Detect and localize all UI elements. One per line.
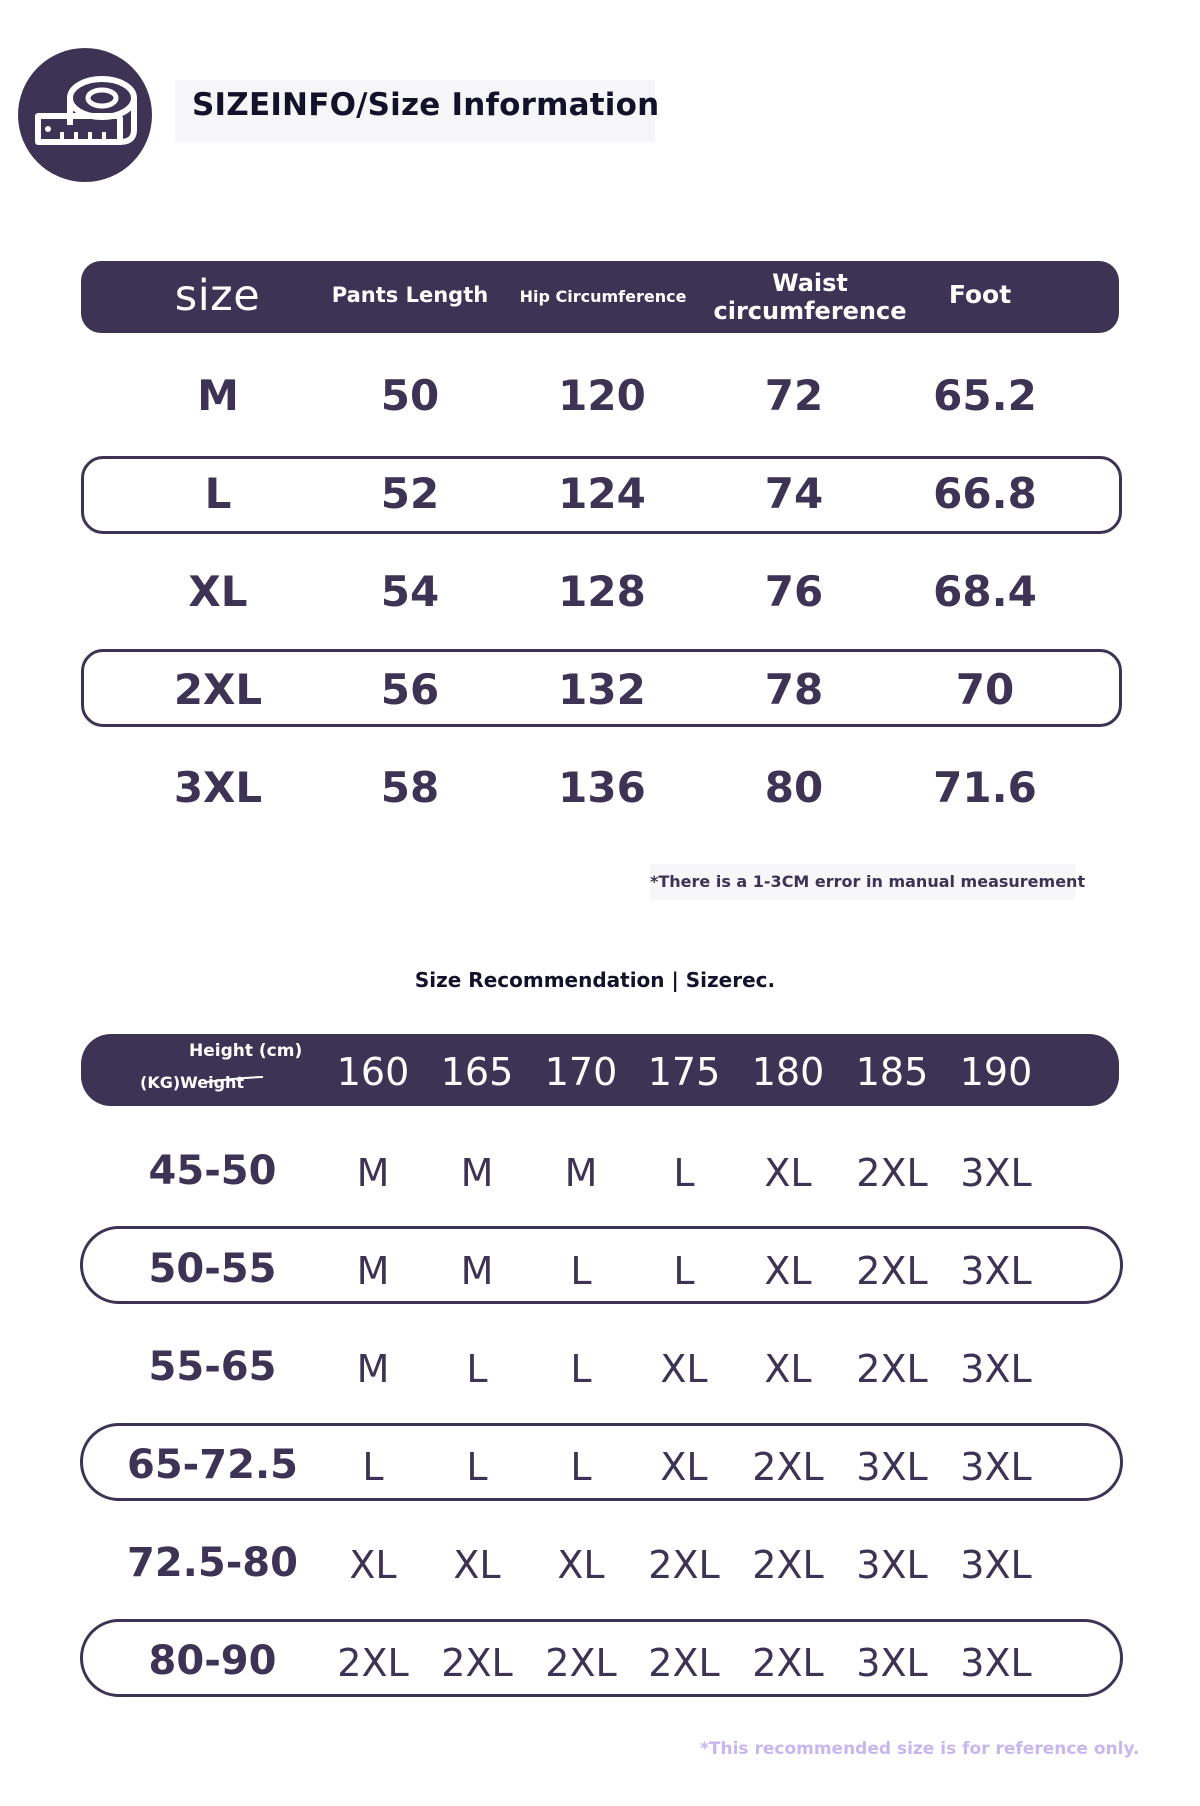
size-cell: 3XL [856,1543,928,1587]
size-cell: M [356,1347,390,1391]
cell: 78 [764,665,824,714]
size-cell: L [570,1347,592,1391]
cell: 76 [764,567,824,616]
size-cell: L [466,1445,488,1489]
size-cell: L [466,1347,488,1391]
height-col: 175 [647,1050,721,1094]
weight-cell: 55-65 [148,1344,277,1390]
size-cell: 3XL [856,1641,928,1685]
height-col: 160 [336,1050,410,1094]
cell: L [204,469,232,518]
divider-line [205,1075,265,1085]
size-cell: XL [660,1445,708,1489]
size-cell: 3XL [960,1249,1032,1293]
size-cell: L [673,1249,695,1293]
cell: 80 [764,763,824,812]
weight-cell: 45-50 [148,1148,277,1194]
header-waist: Waist circumference [713,269,907,325]
header-size: size [174,271,261,321]
header-pants-length: Pants Length [331,283,489,307]
cell: 132 [558,665,646,714]
size-cell: XL [453,1543,501,1587]
cell: 136 [558,763,646,812]
size-cell: 3XL [960,1543,1032,1587]
cell: XL [188,567,248,616]
size-cell: 3XL [960,1641,1032,1685]
cell: M [197,371,239,420]
measurement-note: *There is a 1-3CM error in manual measurement [650,864,1075,900]
size-cell: M [356,1249,390,1293]
cell: 74 [764,469,824,518]
size-cell: 2XL [648,1641,720,1685]
size-cell: 2XL [648,1543,720,1587]
size-cell: XL [764,1347,812,1391]
cell: 68.4 [933,567,1037,616]
size-cell: 3XL [960,1151,1032,1195]
size-cell: 3XL [960,1445,1032,1489]
size-cell: L [570,1445,592,1489]
size-cell: 2XL [441,1641,513,1685]
size-cell: L [570,1249,592,1293]
size-cell: 2XL [752,1445,824,1489]
cell: 65.2 [933,371,1037,420]
weight-cell: 72.5-80 [127,1540,298,1586]
weight-cell: 50-55 [148,1246,277,1292]
header-hip: Hip Circumference [519,287,687,306]
cell: 2XL [173,665,263,714]
cell: 71.6 [933,763,1037,812]
size-cell: 2XL [856,1151,928,1195]
weight-cell: 65-72.5 [127,1442,298,1488]
cell: 56 [380,665,440,714]
cell: 52 [380,469,440,518]
height-label: Height (cm) [189,1041,303,1061]
size-cell: XL [660,1347,708,1391]
size-cell: M [564,1151,598,1195]
size-cell: 3XL [960,1347,1032,1391]
size-cell: 2XL [337,1641,409,1685]
size-cell: L [673,1151,695,1195]
size-cell: M [460,1249,494,1293]
height-col: 165 [440,1050,514,1094]
size-cell: XL [557,1543,605,1587]
cell: 72 [764,371,824,420]
height-col: 170 [544,1050,618,1094]
height-col: 180 [751,1050,825,1094]
size-cell: M [356,1151,390,1195]
page-title: SIZEINFO/Size Information [192,87,660,123]
size-cell: XL [349,1543,397,1587]
recommendation-title: Size Recommendation | Sizerec. [414,968,776,992]
cell: 120 [558,371,646,420]
size-cell: L [362,1445,384,1489]
cell: 70 [955,665,1015,714]
size-cell: 2XL [856,1249,928,1293]
reference-note: *This recommended size is for reference only. [700,1739,1140,1759]
size-cell: 3XL [856,1445,928,1489]
height-col: 185 [855,1050,929,1094]
height-col: 190 [959,1050,1033,1094]
cell: 3XL [173,763,263,812]
cell: 54 [380,567,440,616]
cell: 124 [558,469,646,518]
cell: 128 [558,567,646,616]
size-cell: 2XL [545,1641,617,1685]
cell: 50 [380,371,440,420]
size-cell: 2XL [752,1641,824,1685]
logo [18,48,152,182]
cell: 58 [380,763,440,812]
size-cell: 2XL [856,1347,928,1391]
cell: 66.8 [933,469,1037,518]
weight-label: (KG)Weight [140,1073,245,1092]
size-cell: XL [764,1249,812,1293]
weight-cell: 80-90 [148,1638,277,1684]
size-cell: XL [764,1151,812,1195]
header-foot: Foot [948,280,1012,309]
size-cell: M [460,1151,494,1195]
size-cell: 2XL [752,1543,824,1587]
tape-measure-icon [32,70,142,160]
